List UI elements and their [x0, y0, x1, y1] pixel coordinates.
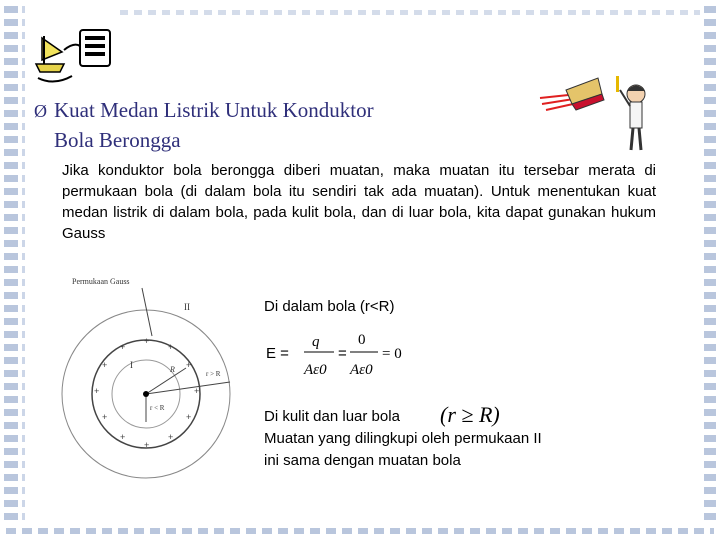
inside-heading: Di dalam bola (r<R) — [264, 298, 395, 315]
formula-result: = 0 — [382, 346, 402, 362]
frame-top-dashes — [120, 10, 700, 15]
label-I: I — [130, 360, 133, 370]
svg-text:+: + — [168, 432, 174, 442]
title-line-2: Bola Berongga — [54, 128, 181, 152]
surface-label: Permukaan Gauss — [72, 277, 130, 286]
gauss-sphere-diagram — [60, 272, 250, 484]
svg-text:+: + — [102, 360, 108, 370]
frame-bottom-dashes — [6, 528, 714, 534]
flying-book-clipart-icon — [536, 64, 692, 156]
label-II: II — [184, 302, 190, 312]
frac1-denominator: Aε0 — [304, 362, 327, 378]
frac2-numerator: 0 — [358, 332, 366, 348]
label-R: R — [170, 365, 175, 374]
svg-text:+: + — [144, 336, 150, 346]
svg-text:+: + — [102, 412, 108, 422]
svg-text:+: + — [194, 386, 200, 396]
title-line-1: Kuat Medan Listrik Untuk Konduktor — [54, 98, 374, 122]
shell-text-1: Muatan yang dilingkupi oleh permukaan II — [264, 430, 542, 447]
label-r-inside: r < R — [150, 404, 165, 412]
frac2-denominator: Aε0 — [350, 362, 373, 378]
condition-text: (r ≥ R) — [440, 402, 500, 427]
shell-text-2: ini sama dengan muatan bola — [264, 452, 461, 469]
formula-lhs: E = — [266, 345, 289, 362]
title-bullet-icon: Ø — [34, 101, 47, 121]
svg-text:+: + — [120, 342, 126, 352]
intro-paragraph: Jika konduktor bola berongga diberi muatan, maka muatan itu tersebar merata di permukaan bola (di dalam bola itu sendiri tak ada muatan). Untuk menentukan kuat medan listrik di dalam bola, pada kulit bola, dan di luar bola, kita dapat gunakan hukum Gauss — [62, 162, 656, 242]
svg-text:+: + — [168, 342, 174, 352]
svg-text:+: + — [186, 412, 192, 422]
svg-text:+: + — [94, 386, 100, 396]
field-formula — [264, 326, 424, 386]
shell-heading: Di kulit dan luar bola — [264, 408, 400, 425]
formula-eq: = — [338, 345, 347, 362]
svg-text:+: + — [120, 432, 126, 442]
label-r-outside: r > R — [206, 370, 221, 378]
svg-text:+: + — [186, 360, 192, 370]
frame-left-dashes — [4, 6, 18, 526]
teacher-figure-icon — [616, 76, 645, 150]
frac1-numerator: q — [312, 334, 320, 350]
slide-title — [34, 96, 474, 155]
ship-logo-icon — [24, 20, 124, 90]
frame-right-dashes — [704, 6, 716, 526]
svg-text:+: + — [144, 440, 150, 450]
